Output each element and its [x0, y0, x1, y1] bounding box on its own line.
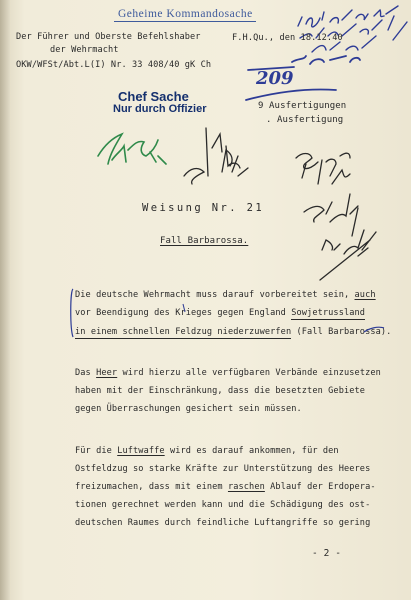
para1-bracket-left	[71, 289, 73, 337]
para1-line1	[75, 290, 376, 300]
para3-emphasis: Luftwaffe	[117, 446, 165, 456]
top-right-pencil-notes	[298, 6, 407, 52]
para2-emphasis: Heer	[96, 368, 118, 378]
classification-stamp	[118, 8, 253, 20]
para2-line1	[75, 368, 381, 378]
right-initials	[296, 153, 376, 280]
para1-text: (Fall Barbarossa).	[291, 327, 392, 337]
ausfertigung-copy: . Ausfertigung	[266, 115, 344, 125]
para3-text: Ablauf der Erdopera-	[264, 482, 376, 492]
sender-line-1: Der Führer und Oberste Befehlshaber	[16, 32, 201, 42]
para1-emphasis: in einem schnellen Feldzug niederzuwerfen	[75, 327, 292, 337]
para1-line3	[75, 327, 391, 337]
chef-sache-stamp: Chef Sache	[118, 89, 189, 104]
para3-emphasis: raschen	[227, 482, 265, 492]
para3-text: Für die	[75, 446, 118, 456]
para1-text: Die deutsche Wehrmacht muss darauf vorbereitet sein,	[75, 290, 355, 300]
para2-text: wird hierzu alle verfügbaren Verbände einzusetzen	[117, 368, 381, 378]
nur-durch-offizier-stamp: Nur durch Offizier	[113, 103, 207, 115]
page-number: - 2 -	[312, 548, 342, 559]
classification-stamp-text: Geheime Kommandosache	[118, 8, 253, 20]
para3-line4: tionen gerechnet werden kann und die Schädigung des ost-	[75, 500, 371, 510]
para1-emphasis: auch	[354, 290, 376, 300]
para3-text: freizumachen, dass mit einem	[75, 482, 228, 492]
stamp-underline	[114, 21, 256, 22]
para2-line2: haben mit der Einschränkung, dass die besetzten Gebiete	[75, 386, 366, 396]
sender-line-2: der Wehrmacht	[50, 45, 119, 55]
para3-text: wird es darauf ankommen, für den	[164, 446, 339, 456]
para3-line2: Ostfeldzug so starke Kräfte zur Unterstützung des Heeres	[75, 464, 371, 474]
place-date: F.H.Qu., den 18.12.40	[232, 33, 343, 43]
para1-line2	[75, 308, 365, 318]
operation-name: Fall Barbarossa.	[160, 236, 249, 246]
para1-text: vor Beendigung des Krieges gegen England	[75, 308, 292, 318]
ausfertigungen-count: 9 Ausfertigungen	[258, 101, 347, 111]
directive-title: Weisung Nr. 21	[142, 202, 265, 214]
reference-number: OKW/WFSt/Abt.L(I) Nr. 33 408/40 gK Ch	[16, 60, 212, 70]
para1-emphasis: Sowjetrussland	[291, 308, 366, 318]
para3-line1	[75, 446, 339, 456]
pencil-initials	[184, 128, 248, 184]
para2-text: Das	[75, 368, 97, 378]
para3-line5: deutschen Raumes durch feindliche Luftangriffe so gering	[75, 518, 371, 528]
para3-line3	[75, 482, 376, 492]
green-signature	[98, 134, 166, 164]
para2-line3: gegen Überraschungen gesichert sein müssen.	[75, 404, 302, 414]
handwritten-number: 209	[256, 68, 294, 89]
